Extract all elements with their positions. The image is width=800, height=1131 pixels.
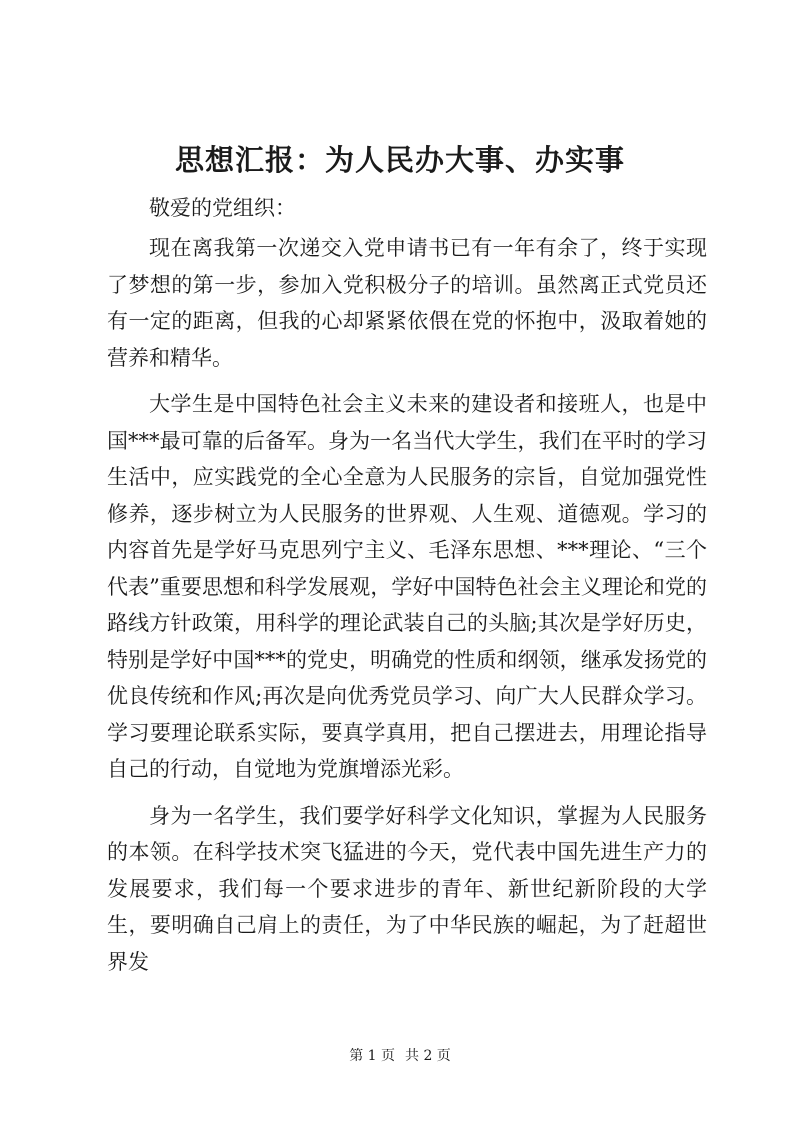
paragraph-1: 现在离我第一次递交入党申请书已有一年有余了，终于实现了梦想的第一步，参加入党积极分子的培训。虽然离正式党员还有一定的距离，但我的心却紧紧依偎在党的怀抱中，汲取着她的营养和精华。 xyxy=(107,236,707,370)
page-footer xyxy=(0,1046,800,1066)
page-number: 第 1 页 xyxy=(349,1048,395,1064)
paragraph-3: 身为一名学生，我们要学好科学文化知识，掌握为人民服务的本领。在科学技术突飞猛进的今天，党代表中国先进生产力的发展要求，我们每一个要求进步的青年、新世纪新阶段的大学生，要明确自己肩上的责任，为了中华民族的崛起，为了赶超世界发 xyxy=(107,803,707,974)
document-body xyxy=(107,190,707,980)
page-total: 共 2 页 xyxy=(405,1048,451,1064)
paragraph-2: 大学生是中国特色社会主义未来的建设者和接班人，也是中国***最可靠的后备军。身为一名当代大学生，我们在平时的学习生活中，应实践党的全心全意为人民服务的宗旨，自觉加强党性修养，逐步树立为人民服务的世界观、人生观、道德观。学习的内容首先是学好马克思列宁主义、毛泽东思想、***理论、“三个代表”重要思想和科学发展观，学好中国特色社会主义理论和党的路线方针政策，用科学的理论武装自己的头脑;其次是学好历史，特别是学好中国***的党史，明确党的性质和纲领，继承发扬党的优良传统和作风;再次是向优秀党员学习、向广大人民群众学习。学习要理论联系实际，要真学真用，把自己摆进去，用理论指导自己的行动，自觉地为党旗增添光彩。 xyxy=(107,392,707,781)
salutation: 敬爱的党组织： xyxy=(149,196,296,220)
document-title: 思想汇报：为人民办大事、办实事 xyxy=(174,143,625,177)
